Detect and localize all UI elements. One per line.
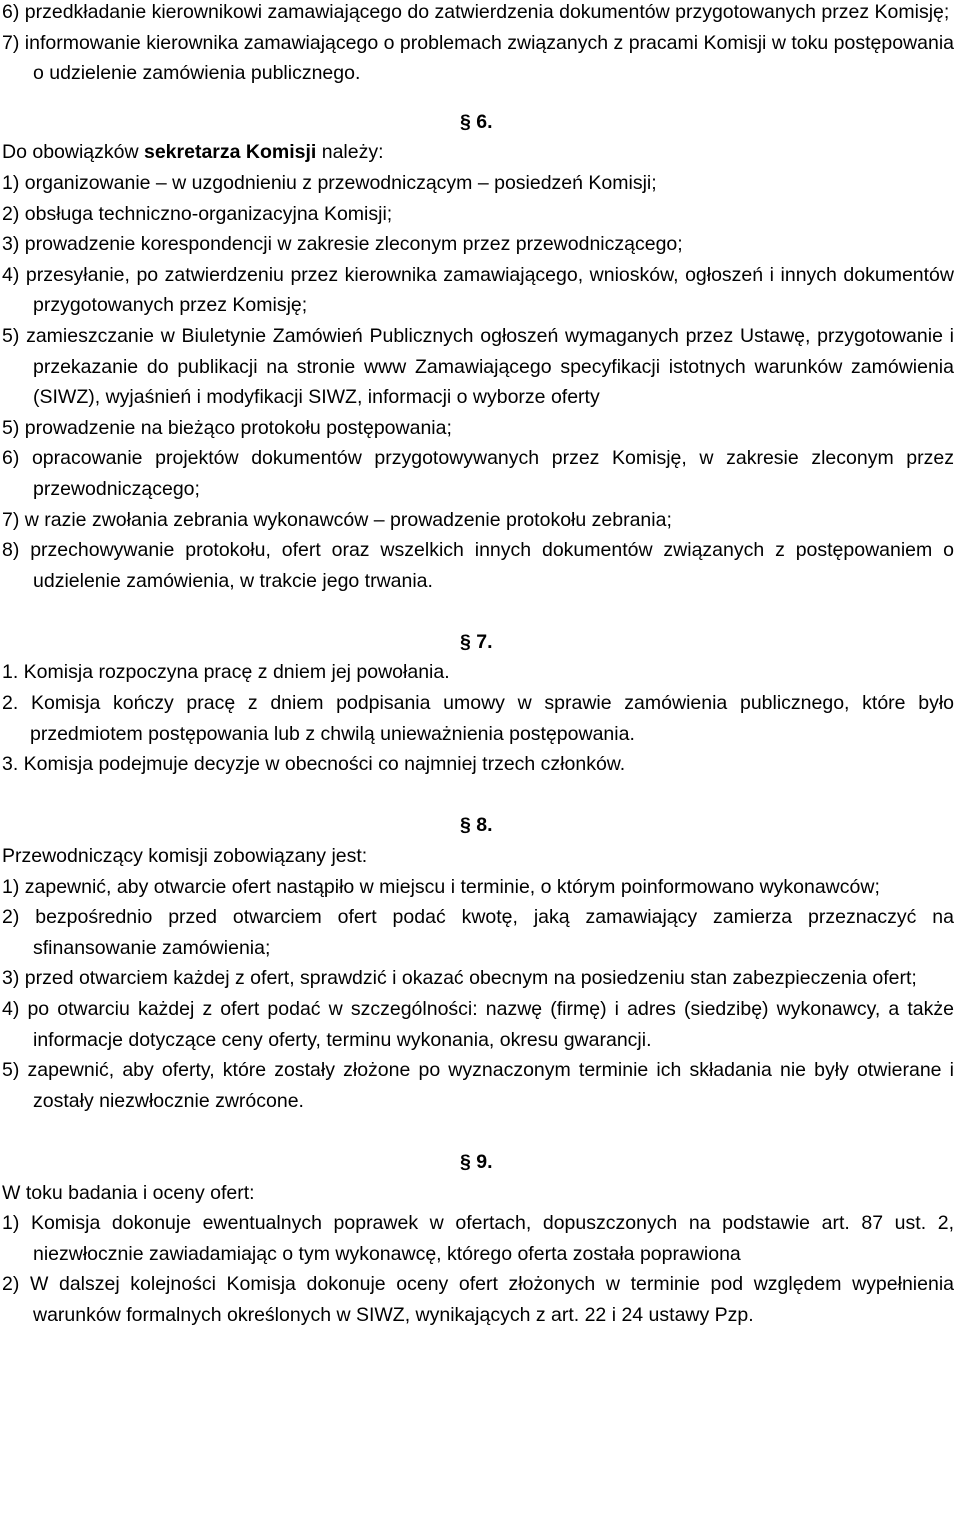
intro-text: Do obowiązków	[2, 141, 144, 164]
list-item: 7) informowanie kierownika zamawiającego o problemach związanych z pracami Komisji w toku postępowania o udzielenie zamówienia publicznego.	[2, 31, 954, 85]
intro-text-suffix: należy:	[316, 141, 384, 164]
list-item: 4) przesyłanie, po zatwierdzeniu przez kierownika zamawiającego, wniosków, ogłoszeń i innych dokumentów przygotowanych przez Komisję;	[2, 263, 954, 317]
list-item: 7) w razie zwołania zebrania wykonawców – prowadzenie protokołu zebrania;	[2, 508, 672, 531]
section-heading-6: § 6.	[460, 110, 493, 133]
list-item: 3. Komisja podejmuje decyzje w obecności co najmniej trzech członków.	[2, 753, 626, 776]
list-item: 1) organizowanie – w uzgodnieniu z przewodniczącym – posiedzeń Komisji;	[2, 171, 657, 194]
list-item: 5) zapewnić, aby oferty, które zostały złożone po wyznaczonym terminie ich składania nie były otwierane i zostały niezwłocznie zwrócone.	[2, 1059, 954, 1112]
section-intro: W toku badania i oceny ofert:	[2, 1181, 255, 1204]
intro-bold-text: sekretarza Komisji	[143, 141, 317, 164]
list-item: 3) prowadzenie korespondencji w zakresie zleconym przez przewodniczącego;	[2, 233, 683, 256]
list-item: 3) przed otwarciem każdej z ofert, sprawdzić i okazać obecnym na posiedzeniu stan zabezpieczenia ofert;	[2, 967, 917, 990]
section-heading-8: § 8.	[460, 814, 493, 837]
section-intro: Przewodniczący komisji zobowiązany jest:	[2, 845, 368, 868]
list-item: 5) prowadzenie na bieżąco protokołu postępowania;	[2, 416, 452, 439]
list-item: 4) po otwarciu każdej z ofert podać w szczególności: nazwę (firmę) i adres (siedzibę) wykonawcy, a także informacje dotyczące ceny oferty, terminu wykonania, okresu gwarancji.	[2, 998, 954, 1051]
section-intro	[2, 137, 954, 168]
list-item: 1) Komisja dokonuje ewentualnych poprawek w ofertach, dopuszczonych na podstawie art. 87 ust. 2, niezwłocznie zawiadamiając o tym wykonawcę, którego oferta została poprawiona	[2, 1212, 954, 1265]
list-item: 1. Komisja rozpoczyna pracę z dniem jej powołania.	[2, 661, 450, 684]
list-item: 2) obsługa techniczno-organizacyjna Komisji;	[2, 202, 393, 225]
list-item: 2) W dalszej kolejności Komisja dokonuje oceny ofert złożonych w terminie pod względem wypełnienia warunków formalnych określonych w SIWZ, wynikających z art. 22 i 24 ustawy Pzp.	[2, 1273, 954, 1326]
list-item: 6) przedkładanie kierownikowi zamawiającego do zatwierdzenia dokumentów przygotowanych przez Komisję;	[2, 1, 950, 23]
list-item: 8) przechowywanie protokołu, ofert oraz wszelkich innych dokumentów związanych z postępowaniem o udzielenie zamówienia, w trakcie jego trwania.	[2, 539, 954, 592]
list-item: 2. Komisja kończy pracę z dniem podpisania umowy w sprawie zamówienia publicznego, które było przedmiotem postępowania lub z chwilą unieważnienia postępowania.	[2, 692, 954, 745]
document-page	[2, 0, 954, 1331]
list-item: 5) zamieszczanie w Biuletynie Zamówień Publicznych ogłoszeń wymaganych przez Ustawę, przygotowanie i przekazanie do publikacji na stronie www Zamawiającego specyfikacji istotnych warunków zamówienia (SIWZ), wyjaśnień i modyfikacji SIWZ, informacji o wyborze oferty	[2, 324, 954, 409]
list-item: 1) zapewnić, aby otwarcie ofert nastąpiło w miejscu i terminie, o którym poinformowano wykonawców;	[2, 875, 880, 898]
section-heading-9: § 9.	[460, 1150, 493, 1173]
list-item: 6) opracowanie projektów dokumentów przygotowywanych przez Komisję, w zakresie zleconym przez przewodniczącego;	[2, 447, 954, 500]
list-item: 2) bezpośrednio przed otwarciem ofert podać kwotę, jaką zamawiający zamierza przeznaczyć na sfinansowanie zamówienia;	[2, 906, 954, 959]
section-heading-7: § 7.	[460, 630, 493, 653]
